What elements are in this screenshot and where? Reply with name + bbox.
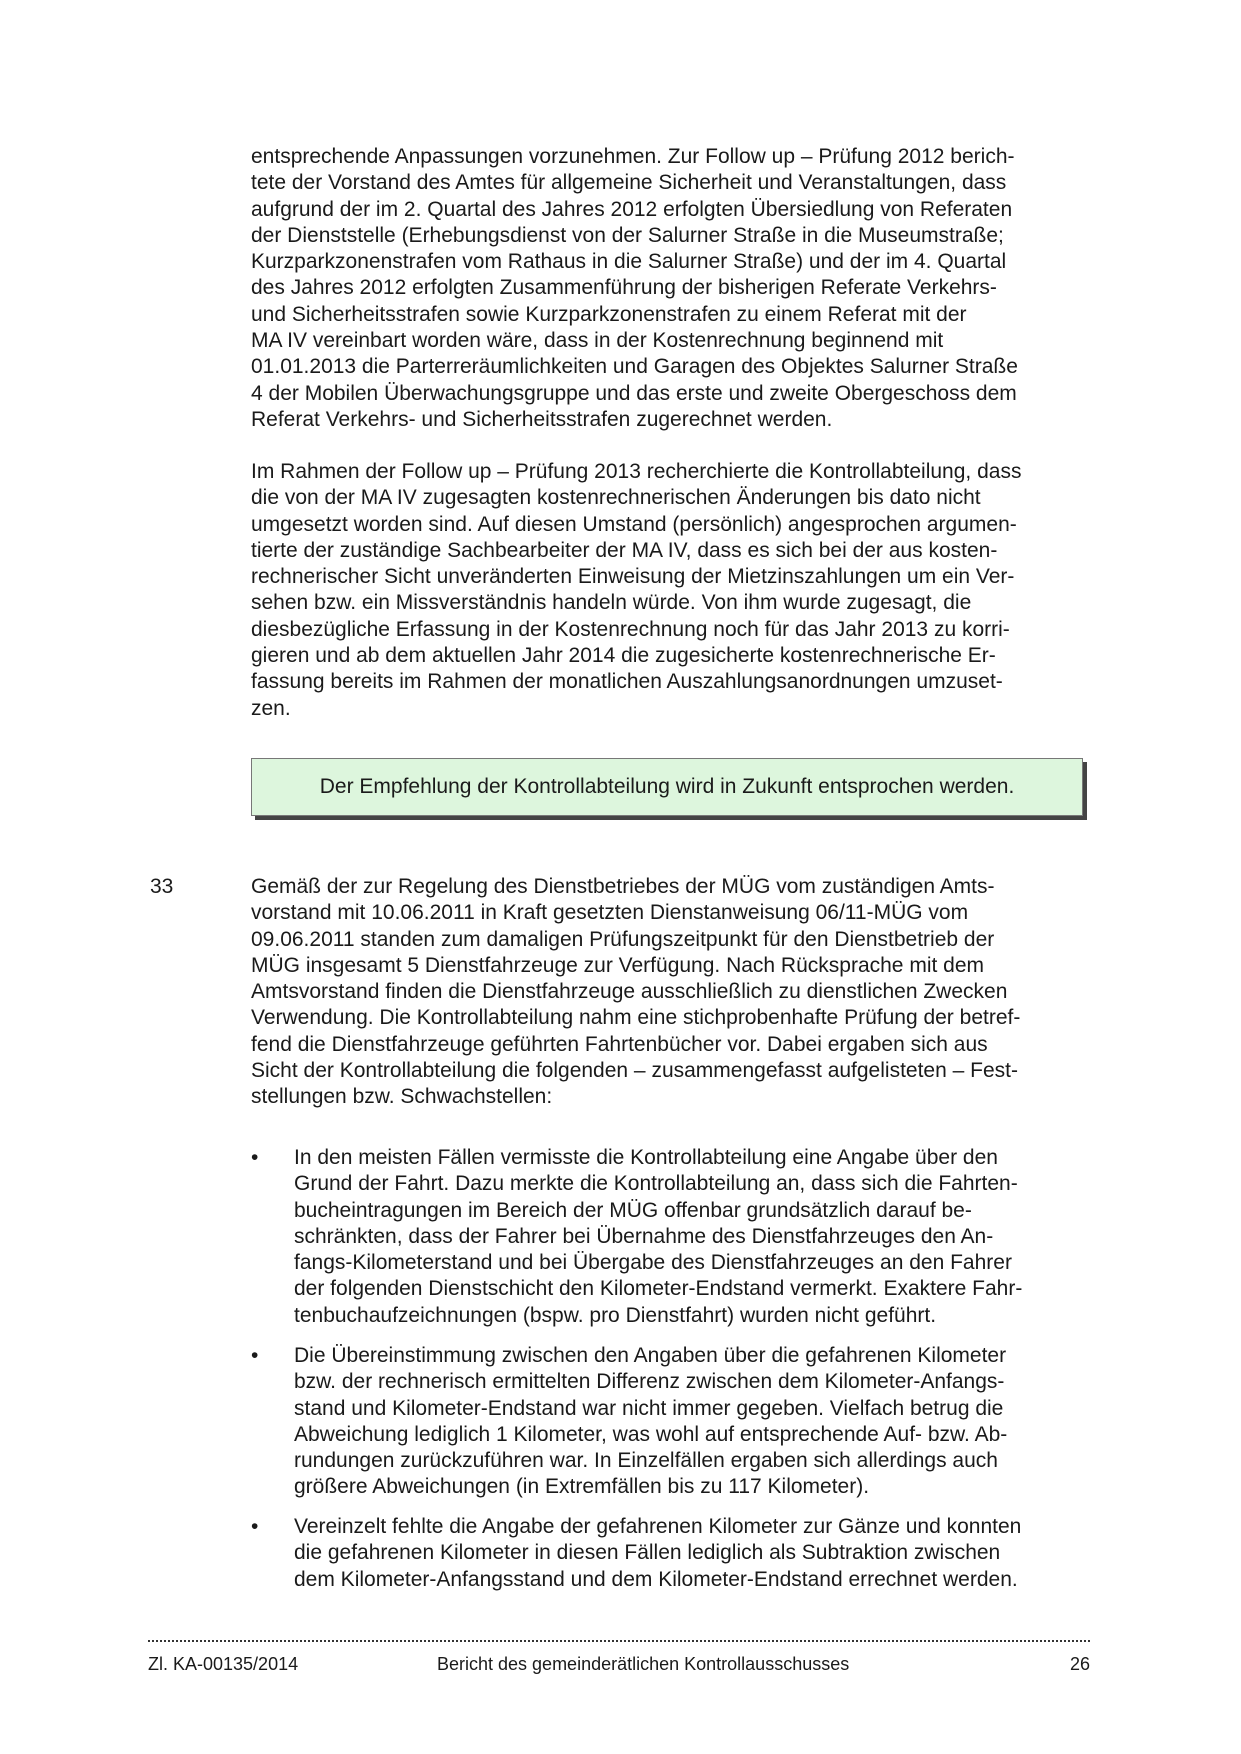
bullet-icon: •	[251, 1146, 259, 1169]
recommendation-box	[251, 758, 1083, 816]
bullet-text	[294, 1145, 1090, 1329]
paragraph-1	[251, 144, 1090, 433]
page-number: 26	[1069, 1654, 1090, 1674]
text-line: dem Kilometer-Anfangsstand und dem Kilometer-Endstand errechnet werden.	[294, 1567, 1018, 1591]
footer-title: Bericht des gemeinderätlichen Kontrollausschusses	[437, 1654, 850, 1674]
bullet-icon: •	[251, 1515, 259, 1538]
recommendation-text: Der Empfehlung der Kontrollabteilung wird in Zukunft entsprochen werden.	[319, 775, 1015, 798]
text-line: diesbezügliche Erfassung in der Kostenrechnung noch für das Jahr 2013 zu korri-	[251, 617, 1010, 641]
text-line: aufgrund der im 2. Quartal des Jahres 2012 erfolgten Übersiedlung von Referaten	[251, 197, 1013, 221]
text-line: der folgenden Dienstschicht den Kilometer-Endstand vermerkt. Exaktere Fahr-	[294, 1277, 1023, 1301]
text-line: rundungen zurückzuführen war. In Einzelfällen ergaben sich allerdings auch	[294, 1449, 998, 1473]
section-number: 33	[150, 875, 174, 898]
text-line: MA IV vereinbart worden wäre, dass in der Kostenrechnung beginnend mit	[251, 329, 944, 353]
text-line: umgesetzt worden sind. Auf diesen Umstand (persönlich) angesprochen argumen-	[251, 512, 1017, 536]
footer-reference: Zl. KA-00135/2014	[148, 1654, 299, 1674]
text-line: 4 der Mobilen Überwachungsgruppe und das erste und zweite Obergeschoss dem	[251, 381, 1017, 405]
paragraph-2	[251, 459, 1090, 722]
text-line: Vereinzelt fehlte die Angabe der gefahrenen Kilometer zur Gänze und konnten	[294, 1515, 1022, 1538]
text-line: Sicht der Kontrollabteilung die folgenden – zusammengefasst aufgelisteten – Fest-	[251, 1059, 1018, 1083]
text-line: stellungen bzw. Schwachstellen:	[251, 1085, 553, 1109]
text-line: größere Abweichungen (in Extremfällen bis zu 117 Kilometer).	[294, 1475, 870, 1499]
text-line: rechnerischer Sicht unveränderten Einweisung der Mietzinszahlungen um ein Ver-	[251, 565, 1015, 589]
text-line: Kurzparkzonenstrafen vom Rathaus in die Salurner Straße) und der im 4. Quartal	[251, 250, 1007, 274]
text-line: zen.	[251, 696, 291, 720]
text-line: Gemäß der zur Regelung des Dienstbetriebes der MÜG vom zuständigen Amts-	[251, 875, 995, 898]
text-line: Grund der Fahrt. Dazu merkte die Kontrollabteilung an, dass sich die Fahrten-	[294, 1172, 1018, 1196]
text-line: Abweichung lediglich 1 Kilometer, was wohl auf entsprechende Auf- bzw. Ab-	[294, 1422, 1008, 1446]
bullet-icon: •	[251, 1344, 259, 1367]
text-line: bucheintragungen im Bereich der MÜG offenbar grundsätzlich darauf be-	[294, 1198, 972, 1222]
text-line: 01.01.2013 die Parterreräumlichkeiten und Garagen des Objektes Salurner Straße	[251, 355, 1018, 379]
footer-divider	[148, 1634, 1090, 1642]
text-line: und Sicherheitsstrafen sowie Kurzparkzonenstrafen zu einem Referat mit der	[251, 302, 967, 326]
text-line: die von der MA IV zugesagten kostenrechnerischen Änderungen bis dato nicht	[251, 486, 981, 510]
text-line: Referat Verkehrs- und Sicherheitsstrafen zugerechnet werden.	[251, 407, 833, 431]
text-line: sehen bzw. ein Missverständnis handeln würde. Von ihm wurde zugesagt, die	[251, 591, 972, 615]
text-line: 09.06.2011 standen zum damaligen Prüfungszeitpunkt für den Dienstbetrieb der	[251, 927, 995, 951]
text-line: MÜG insgesamt 5 Dienstfahrzeuge zur Verfügung. Nach Rücksprache mit dem	[251, 953, 985, 977]
text-line: fend die Dienstfahrzeuge geführten Fahrtenbücher vor. Dabei ergaben sich aus	[251, 1032, 988, 1056]
text-line: tenbuchaufzeichnungen (bspw. pro Dienstfahrt) wurden nicht geführt.	[294, 1303, 937, 1327]
text-line: fangs-Kilometerstand und bei Übergabe des Dienstfahrzeuges an den Fahrer	[294, 1251, 1012, 1275]
paragraph-3	[251, 874, 1090, 1111]
text-line: In den meisten Fällen vermisste die Kontrollabteilung eine Angabe über den	[294, 1146, 998, 1169]
text-line: Im Rahmen der Follow up – Prüfung 2013 recherchierte die Kontrollabteilung, dass	[251, 460, 1022, 483]
text-line: Amtsvorstand finden die Dienstfahrzeuge ausschließlich zu dienstlichen Zwecken	[251, 980, 1008, 1004]
text-line: fassung bereits im Rahmen der monatlichen Auszahlungsanordnungen umzuset-	[251, 670, 1003, 694]
text-line: gieren und ab dem aktuellen Jahr 2014 die zugesicherte kostenrechnerische Er-	[251, 644, 996, 668]
text-line: die gefahrenen Kilometer in diesen Fällen lediglich als Subtraktion zwischen	[294, 1541, 1001, 1565]
text-line: tierte der zuständige Sachbearbeiter der MA IV, dass es sich bei der aus kosten-	[251, 538, 998, 562]
bullet-text	[294, 1343, 1090, 1501]
text-line: schränkten, dass der Fahrer bei Übernahme des Dienstfahrzeuges den An-	[294, 1224, 994, 1248]
text-line: bzw. der rechnerisch ermittelten Differenz zwischen dem Kilometer-Anfangs-	[294, 1370, 1005, 1394]
text-line: vorstand mit 10.06.2011 in Kraft gesetzten Dienstanweisung 06/11-MÜG vom	[251, 901, 969, 925]
bullet-text	[294, 1514, 1090, 1593]
text-line: stand und Kilometer-Endstand war nicht immer gegeben. Vielfach betrug die	[294, 1396, 1004, 1420]
text-line: tete der Vorstand des Amtes für allgemeine Sicherheit und Veranstaltungen, dass	[251, 171, 1007, 195]
text-line: des Jahres 2012 erfolgten Zusammenführung der bisherigen Referate Verkehrs-	[251, 276, 997, 300]
text-line: der Dienststelle (Erhebungsdienst von der Salurner Straße in die Museumstraße;	[251, 223, 1004, 247]
text-line: entsprechende Anpassungen vorzunehmen. Zur Follow up – Prüfung 2012 berich-	[251, 145, 1015, 168]
text-line: Verwendung. Die Kontrollabteilung nahm eine stichprobenhafte Prüfung der betref-	[251, 1006, 1021, 1030]
text-line: Die Übereinstimmung zwischen den Angaben über die gefahrenen Kilometer	[294, 1344, 1007, 1367]
